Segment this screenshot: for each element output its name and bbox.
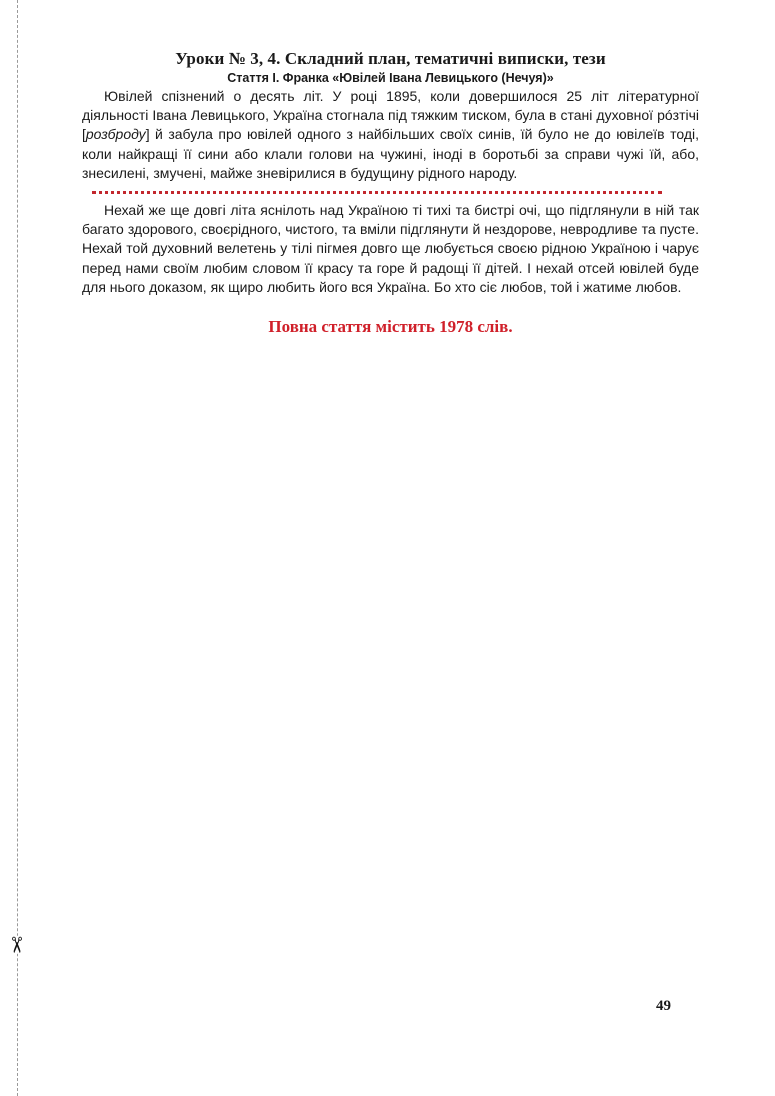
page-content (82, 48, 699, 337)
paragraph-1-gloss: розброду (85, 126, 146, 143)
cut-line (17, 0, 18, 1096)
lesson-title: Уроки № 3, 4. Складний план, тематичні виписки, тези (175, 49, 606, 68)
article-paragraph-2: Нехай же ще довгі літа яснілоть над Україною ті тихі та бистрі очі, що підглянули в ній так багато здорового, своєрідного, чистого, та вміли підглянути й нездорове, невродливе та пусте. Нехай той духовний велетень у тілі пігмея довго ще любується своєю рідною Україною і чарує перед нами своїм любим словом її красу та горе й радощі її дітей. І нехай отсей ювілей буде для нього доказом, як щиро любить його вся Україна. Бо хто сіє любов, той і жатиме любов. (82, 202, 699, 295)
omission-separator (92, 191, 662, 194)
page-number: 49 (656, 998, 671, 1014)
paragraph-1-text-before: Ювілей спізнений о десять літ. У році 1895, коли довершилося 25 літ літературної діяльності Івана Левицького, Україна стогнала під тяжким тиском, була в стані духовної рóзтічі [ (82, 88, 699, 143)
scissors-icon: ✂ (3, 935, 29, 955)
article-subtitle: Стаття І. Франка «Ювілей Івана Левицького (Нечуя)» (227, 71, 554, 85)
word-count-note: Повна стаття містить 1978 слів. (268, 317, 513, 337)
paragraph-1-text-after: ] й забула про ювілей одного з найбільших своїх синів, їй було не до ювілеїв тоді, коли найкращі її сини або клали голови на чужині, іноді в боротьбі за справи чужі їй, або, знесилені, змучені, майже зневірилися в будущину рідного народу. (82, 126, 699, 181)
article-paragraph-1 (82, 87, 699, 183)
